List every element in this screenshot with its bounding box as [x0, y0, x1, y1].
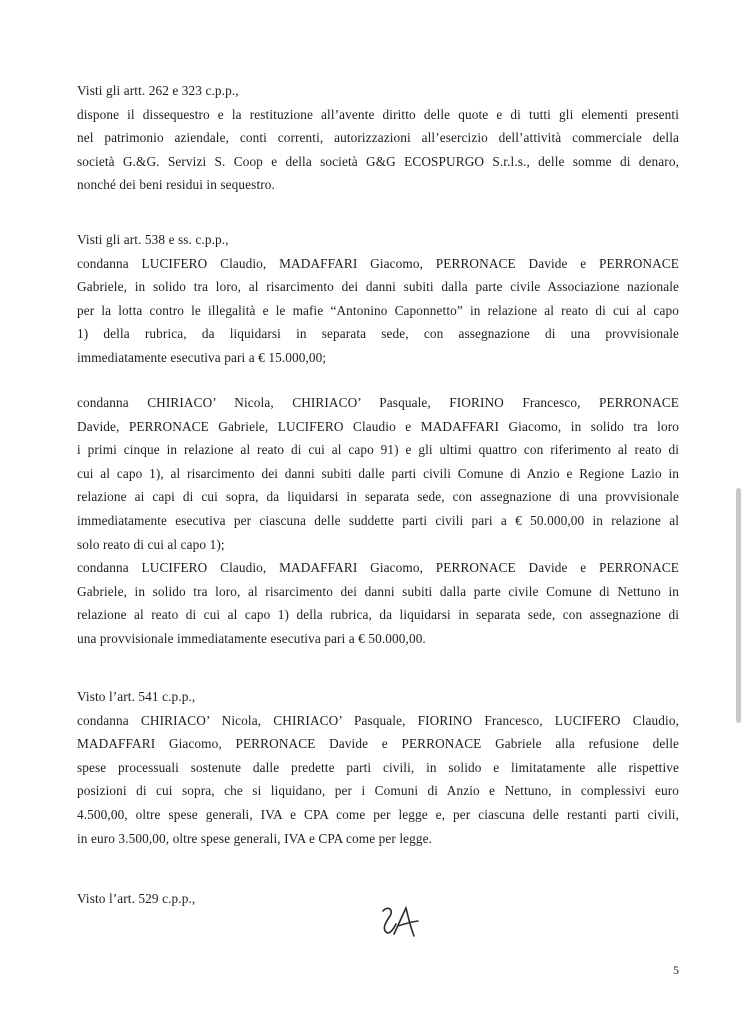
paragraph-line: società G.&G. Servizi S. Coop e della società G&G ECOSPURGO S.r.l.s., delle somme di denaro,	[77, 153, 679, 169]
paragraph-line: solo reato di cui al capo 1);	[77, 536, 225, 552]
paragraph-line: Davide, PERRONACE Gabriele, LUCIFERO Claudio e MADAFFARI Giacomo, in solido tra loro	[77, 418, 679, 434]
paragraph-line: condanna LUCIFERO Claudio, MADAFFARI Giacomo, PERRONACE Davide e PERRONACE	[77, 255, 679, 271]
paragraph-line: posizioni di cui sopra, che si liquidano, per i Comuni di Anzio e Nettuno, in complessivi euro	[77, 783, 679, 799]
paragraph-line: una provvisionale immediatamente esecutiva pari a € 50.000,00.	[77, 630, 426, 646]
paragraph-heading: Visti gli art. 538 e ss. c.p.p.,	[77, 232, 229, 247]
paragraph-line: MADAFFARI Giacomo, PERRONACE Davide e PERRONACE Gabriele alla refusione delle	[77, 736, 679, 752]
paragraph-line: condanna LUCIFERO Claudio, MADAFFARI Giacomo, PERRONACE Davide e PERRONACE	[77, 560, 679, 576]
paragraph-line: cui al capo 1), al risarcimento dei danni subiti dalle parti civili Comune di Anzio e Regione Lazio in	[77, 465, 679, 481]
paragraph-line: condanna CHIRIACO’ Nicola, CHIRIACO’ Pasquale, FIORINO Francesco, PERRONACE	[77, 395, 679, 410]
paragraph-line: relazione ai capi di cui sopra, da liquidarsi in separata sede, con assegnazione di una provvisionale	[77, 489, 679, 505]
paragraph-art-541	[77, 685, 679, 850]
paragraph-line: 1) della rubrica, da liquidarsi in separata sede, con assegnazione di una provvisionale	[77, 326, 679, 342]
paragraph-line: Gabriele, in solido tra loro, al risarcimento dei danni subiti dalla parte civile Associazione nazionale	[77, 279, 679, 295]
paragraph-heading: Visto l’art. 529 c.p.p.,	[77, 891, 196, 906]
paragraph-line: Gabriele, in solido tra loro, al risarcimento dei danni subiti dalla parte civile Comune di Nettuno in	[77, 583, 679, 599]
paragraph-line: immediatamente esecutiva pari a € 15.000,00;	[77, 349, 327, 365]
paragraph-line: per la lotta contro le illegalità e le mafie “Antonino Caponnetto” in relazione al reato di cui al capo	[77, 302, 679, 318]
vertical-scrollbar[interactable]	[736, 0, 744, 1024]
paragraph-line: nel patrimonio aziendale, conti correnti, autorizzazioni all’esercizio dell’attività commerciale della	[77, 130, 679, 146]
paragraph-line: dispone il dissequestro e la restituzione all’avente diritto delle quote e di tutti gli elementi presenti	[77, 106, 679, 122]
paragraph-heading: Visti gli artt. 262 e 323 c.p.p.,	[77, 83, 239, 98]
paragraph-line: spese processuali sostenute dalle predette parti civili, in solido e limitatamente alle rispettive	[77, 759, 679, 775]
paragraph-line: in euro 3.500,00, oltre spese generali, IVA e CPA come per legge.	[77, 830, 433, 846]
paragraph-condanna-chiriaco	[77, 391, 679, 651]
scrollbar-thumb[interactable]	[736, 488, 741, 723]
paragraph-line: relazione al reato di cui al capo 1) della rubrica, da liquidarsi in separata sede, con assegnazione di	[77, 607, 679, 623]
paragraph-line: condanna CHIRIACO’ Nicola, CHIRIACO’ Pasquale, FIORINO Francesco, LUCIFERO Claudio,	[77, 712, 679, 728]
handwritten-signature-icon	[374, 902, 422, 944]
paragraph-line: immediatamente esecutiva per ciascuna delle suddette parti civili pari a € 50.000,00 in relazione al	[77, 512, 679, 528]
paragraph-dissequestro	[77, 79, 679, 197]
paragraph-art-538	[77, 228, 679, 370]
paragraph-line: 4.500,00, oltre spese generali, IVA e CPA come per legge e, per ciascuna delle restanti parti civili,	[77, 806, 679, 822]
paragraph-line: nonché dei beni residui in sequestro.	[77, 177, 275, 193]
page-number: 5	[673, 963, 680, 977]
paragraph-heading: Visto l’art. 541 c.p.p.,	[77, 689, 196, 704]
paragraph-line: i primi cinque in relazione al reato di cui al capo 91) e gli ultimi quattro con riferimento al reato di	[77, 442, 679, 458]
